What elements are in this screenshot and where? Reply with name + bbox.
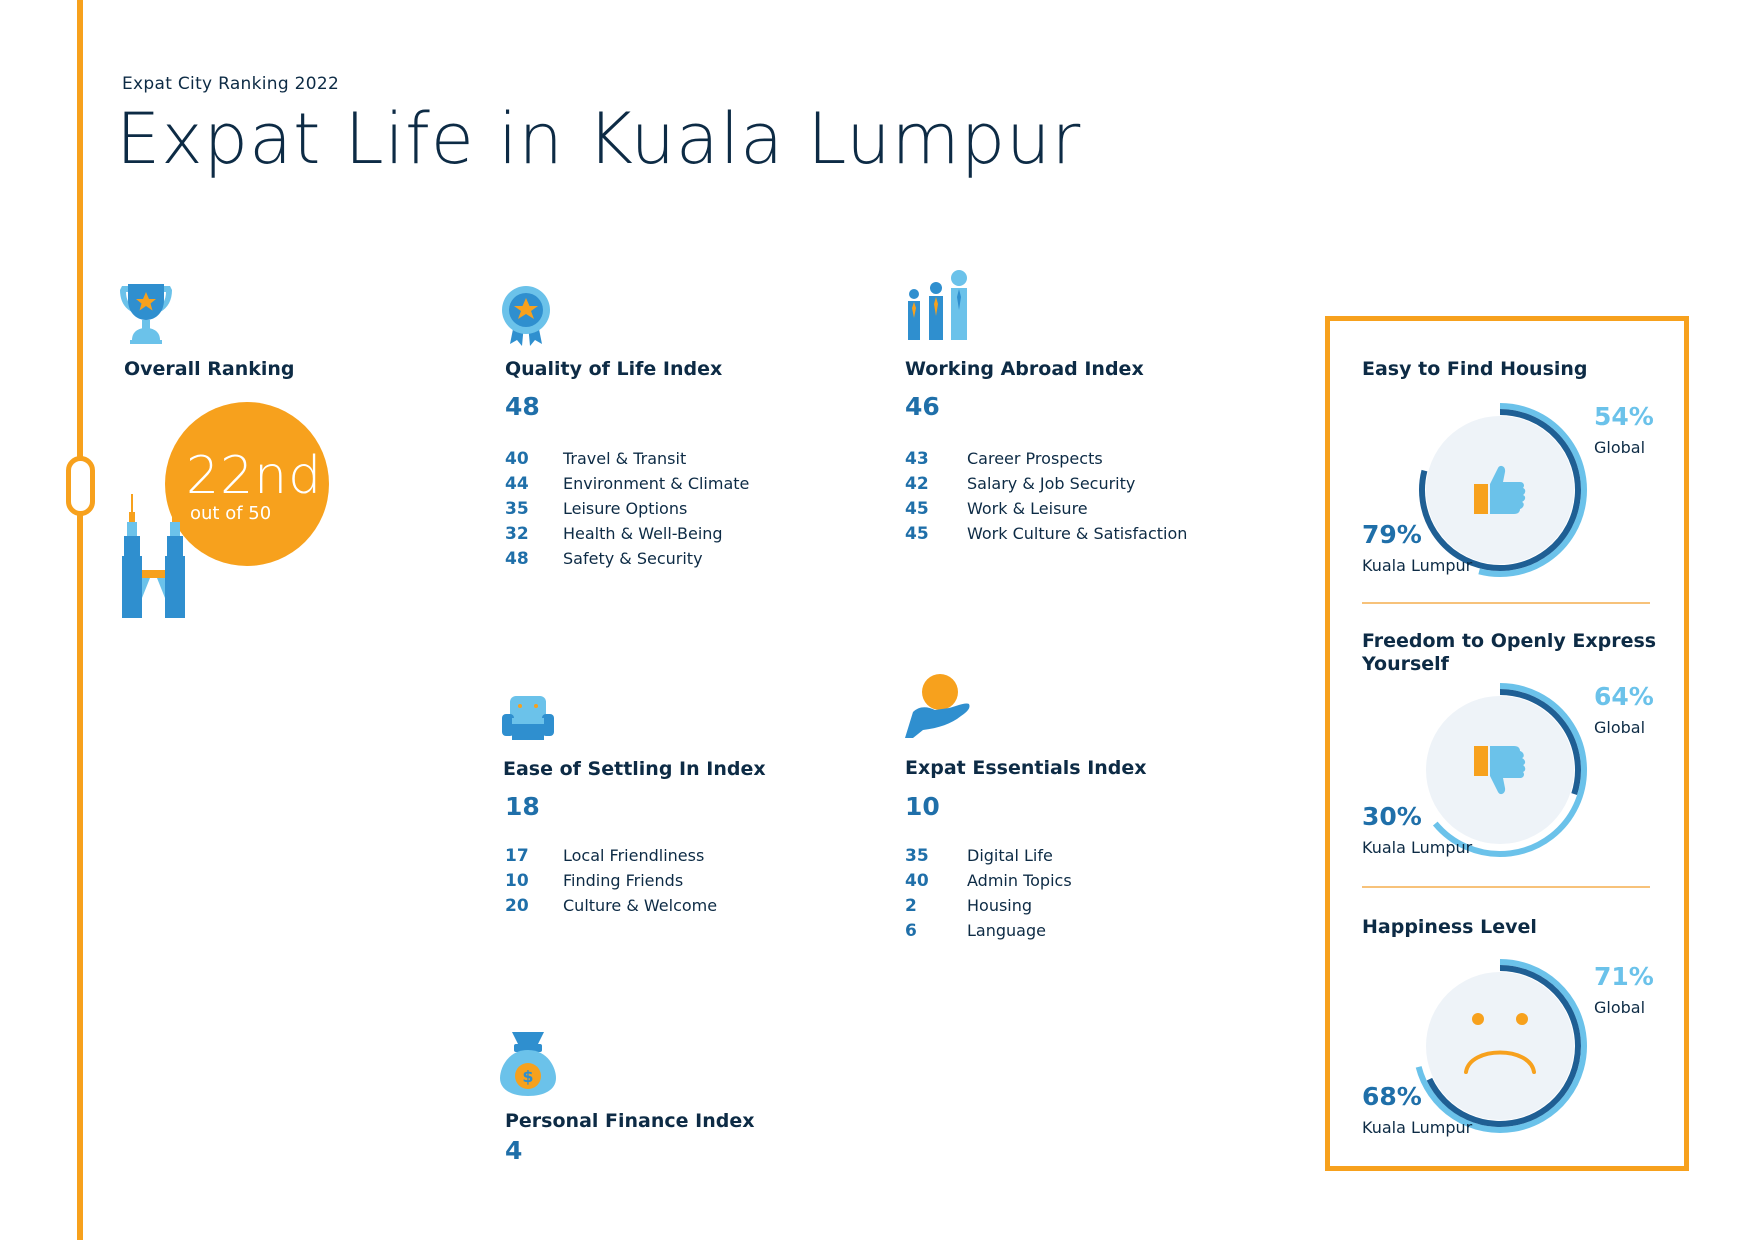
item-label: Work & Leisure	[967, 499, 1088, 518]
item-score: 2	[905, 895, 917, 916]
item-label: Housing	[967, 896, 1033, 915]
happiness-gauge	[1410, 956, 1590, 1136]
quality-of-life-score: 48	[505, 392, 540, 421]
working-abroad-heading: Working Abroad Index	[905, 358, 1144, 380]
page-subtitle: Expat City Ranking 2022	[122, 74, 340, 94]
item-score: 44	[505, 473, 529, 494]
money-bag-icon	[500, 1030, 556, 1098]
list-item	[905, 521, 1187, 546]
list-item	[505, 893, 717, 918]
happiness-global-pct: 71%	[1594, 962, 1654, 991]
item-score: 20	[505, 895, 529, 916]
panel-divider	[1362, 602, 1650, 604]
ease-of-settling-heading: Ease of Settling In Index	[503, 758, 766, 780]
list-item	[905, 471, 1187, 496]
business-people-icon	[905, 268, 975, 340]
list-item	[905, 918, 1072, 943]
freedom-gauge	[1410, 680, 1590, 860]
freedom-heading: Freedom to Openly Express Yourself	[1362, 630, 1657, 675]
item-score: 45	[905, 523, 929, 544]
list-item	[905, 446, 1187, 471]
item-score: 43	[905, 448, 929, 469]
list-item	[905, 868, 1072, 893]
rank-value: 22nd	[186, 446, 323, 506]
timeline-line	[77, 0, 83, 1240]
list-item	[505, 496, 749, 521]
happiness-heading: Happiness Level	[1362, 916, 1537, 938]
item-score: 32	[505, 523, 529, 544]
list-item	[505, 446, 749, 471]
housing-heading: Easy to Find Housing	[1362, 358, 1588, 380]
item-score: 40	[505, 448, 529, 469]
overall-ranking-heading: Overall Ranking	[124, 358, 295, 380]
item-label: Health & Well-Being	[563, 524, 723, 543]
personal-finance-heading: Personal Finance Index	[505, 1110, 755, 1132]
list-item	[505, 843, 717, 868]
medal-icon	[496, 284, 556, 348]
list-item	[905, 893, 1072, 918]
list-item	[905, 496, 1187, 521]
quality-of-life-list	[505, 446, 749, 571]
item-label: Salary & Job Security	[967, 474, 1136, 493]
hand-holding-coin-icon	[903, 672, 973, 742]
timeline-marker	[66, 456, 95, 516]
item-score: 35	[905, 845, 929, 866]
item-score: 45	[905, 498, 929, 519]
housing-kl-label: Kuala Lumpur	[1362, 556, 1473, 575]
armchair-icon	[500, 694, 556, 742]
happiness-kl-label: Kuala Lumpur	[1362, 1118, 1473, 1137]
ease-of-settling-score: 18	[505, 792, 540, 821]
item-label: Environment & Climate	[563, 474, 750, 493]
expat-essentials-list	[905, 843, 1072, 943]
rank-out-of: out of 50	[190, 503, 272, 524]
working-abroad-score: 46	[905, 392, 940, 421]
item-label: Local Friendliness	[563, 846, 705, 865]
happiness-global-label: Global	[1594, 998, 1646, 1017]
trophy-icon	[114, 282, 178, 346]
quality-of-life-heading: Quality of Life Index	[505, 358, 723, 380]
freedom-global-label: Global	[1594, 718, 1646, 737]
housing-global-pct: 54%	[1594, 402, 1654, 431]
list-item	[505, 868, 717, 893]
page-title: Expat Life in Kuala Lumpur	[116, 98, 1082, 180]
item-label: Safety & Security	[563, 549, 703, 568]
item-score: 35	[505, 498, 529, 519]
freedom-global-pct: 64%	[1594, 682, 1654, 711]
item-label: Travel & Transit	[563, 449, 687, 468]
working-abroad-list	[905, 446, 1187, 546]
housing-gauge	[1410, 400, 1590, 580]
list-item	[505, 546, 749, 571]
item-label: Culture & Welcome	[563, 896, 718, 915]
list-item	[505, 471, 749, 496]
item-score: 40	[905, 870, 929, 891]
personal-finance-score: 4	[505, 1136, 523, 1165]
item-label: Admin Topics	[967, 871, 1072, 890]
twin-towers-icon	[120, 494, 192, 618]
expat-essentials-heading: Expat Essentials Index	[905, 757, 1147, 779]
ease-of-settling-list	[505, 843, 717, 918]
freedom-kl-pct: 30%	[1362, 802, 1422, 831]
expat-essentials-score: 10	[905, 792, 940, 821]
item-label: Career Prospects	[967, 449, 1103, 468]
item-score: 42	[905, 473, 929, 494]
housing-global-label: Global	[1594, 438, 1646, 457]
item-score: 17	[505, 845, 529, 866]
item-label: Digital Life	[967, 846, 1053, 865]
item-label: Work Culture & Satisfaction	[967, 524, 1188, 543]
happiness-kl-pct: 68%	[1362, 1082, 1422, 1111]
list-item	[905, 843, 1072, 868]
item-score: 6	[905, 920, 917, 941]
housing-kl-pct: 79%	[1362, 520, 1422, 549]
freedom-kl-label: Kuala Lumpur	[1362, 838, 1473, 857]
item-score: 48	[505, 548, 529, 569]
item-label: Finding Friends	[563, 871, 684, 890]
item-score: 10	[505, 870, 529, 891]
svg-text:$: $	[522, 1067, 534, 1086]
item-label: Leisure Options	[563, 499, 688, 518]
panel-divider	[1362, 886, 1650, 888]
list-item	[505, 521, 749, 546]
item-label: Language	[967, 921, 1046, 940]
